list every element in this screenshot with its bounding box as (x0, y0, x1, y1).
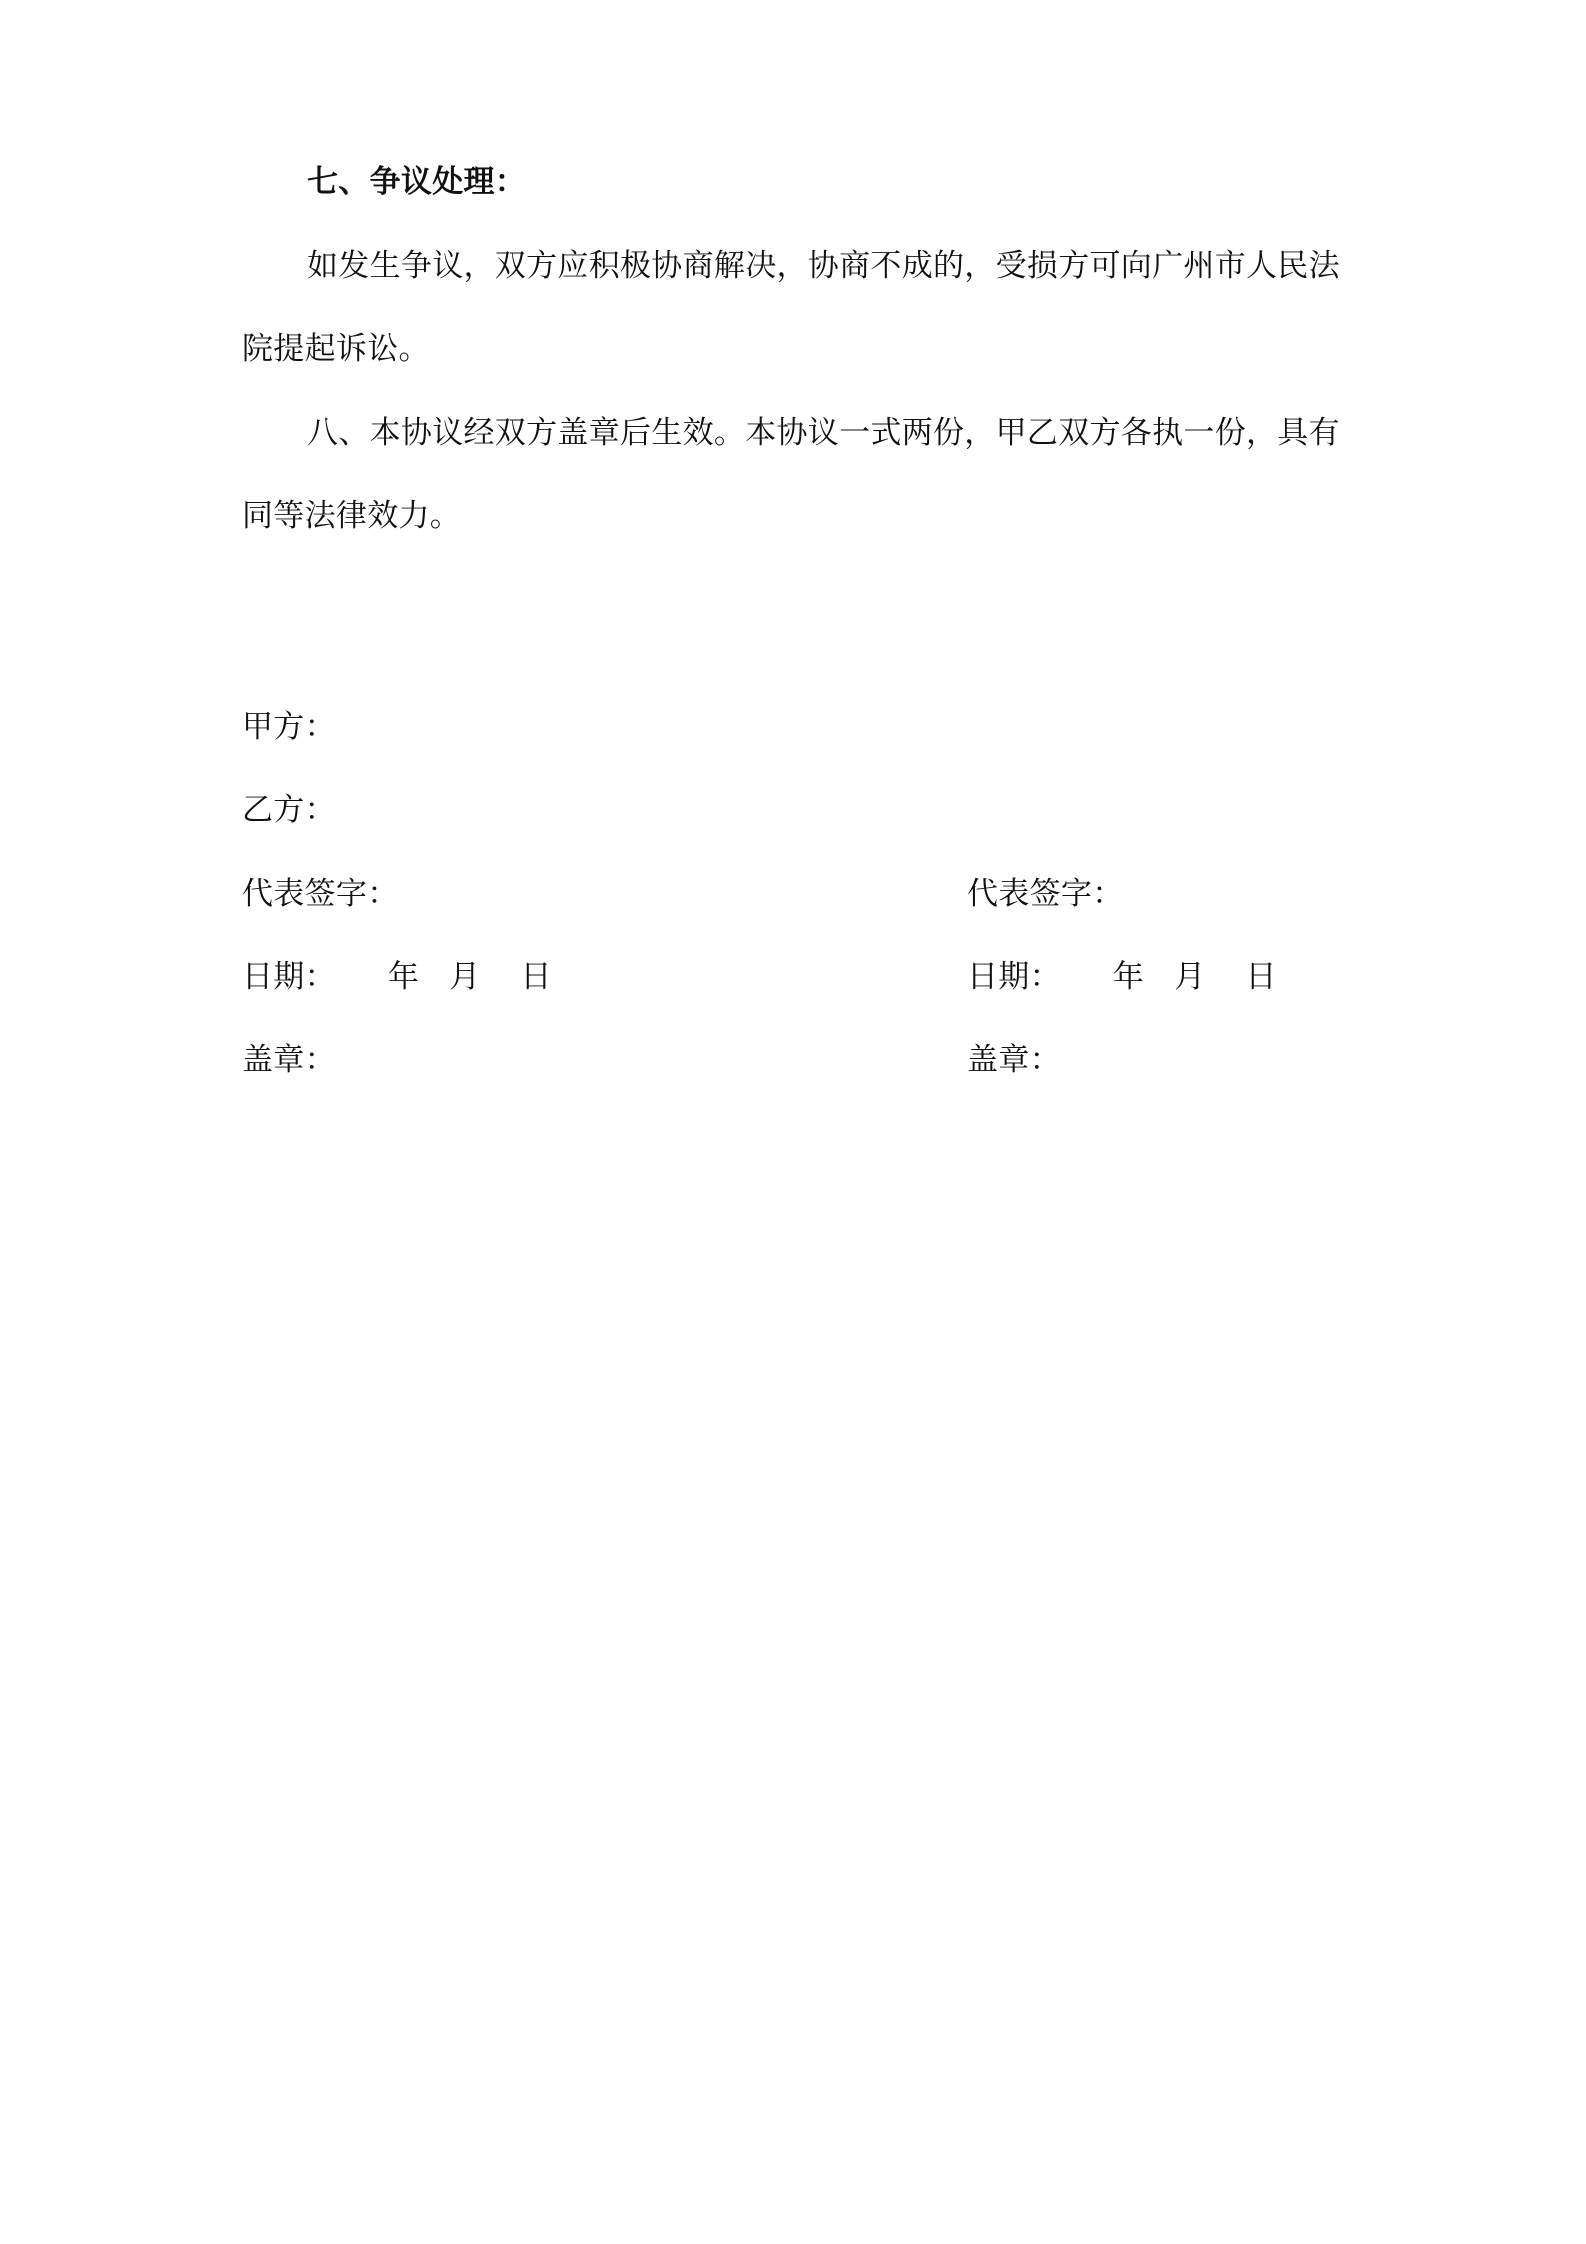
left-rep-signature-label: 代表签字： (242, 876, 399, 912)
section-7-heading: 七、争议处理： (307, 164, 527, 200)
left-seal-label: 盖章： (242, 1042, 336, 1078)
right-date-month: 月 (1174, 959, 1206, 995)
right-rep-signature-label: 代表签字： (967, 876, 1124, 912)
right-date-label: 日期： (967, 959, 1061, 995)
left-date-day: 日 (520, 959, 552, 995)
right-date-day: 日 (1245, 959, 1277, 995)
party-b-label: 乙方： (242, 792, 336, 828)
left-date-label: 日期： (242, 959, 336, 995)
section-8-text-line-2: 同等法律效力。 (242, 498, 462, 534)
party-a-label: 甲方： (242, 709, 336, 745)
left-date-row (242, 957, 552, 997)
section-8-text-line-1: 八、本协议经双方盖章后生效。本协议一式两份，甲乙双方各执一份，具有 (307, 415, 1340, 451)
left-date-year: 年 (387, 959, 420, 995)
right-date-row (967, 957, 1277, 997)
left-date-month: 月 (449, 959, 481, 995)
right-seal-label: 盖章： (967, 1042, 1061, 1078)
right-date-year: 年 (1112, 959, 1145, 995)
section-7-text-line-1: 如发生争议，双方应积极协商解决，协商不成的，受损方可向广州市人民法 (307, 248, 1340, 284)
section-7-text-line-2: 院提起诉讼。 (242, 331, 430, 367)
